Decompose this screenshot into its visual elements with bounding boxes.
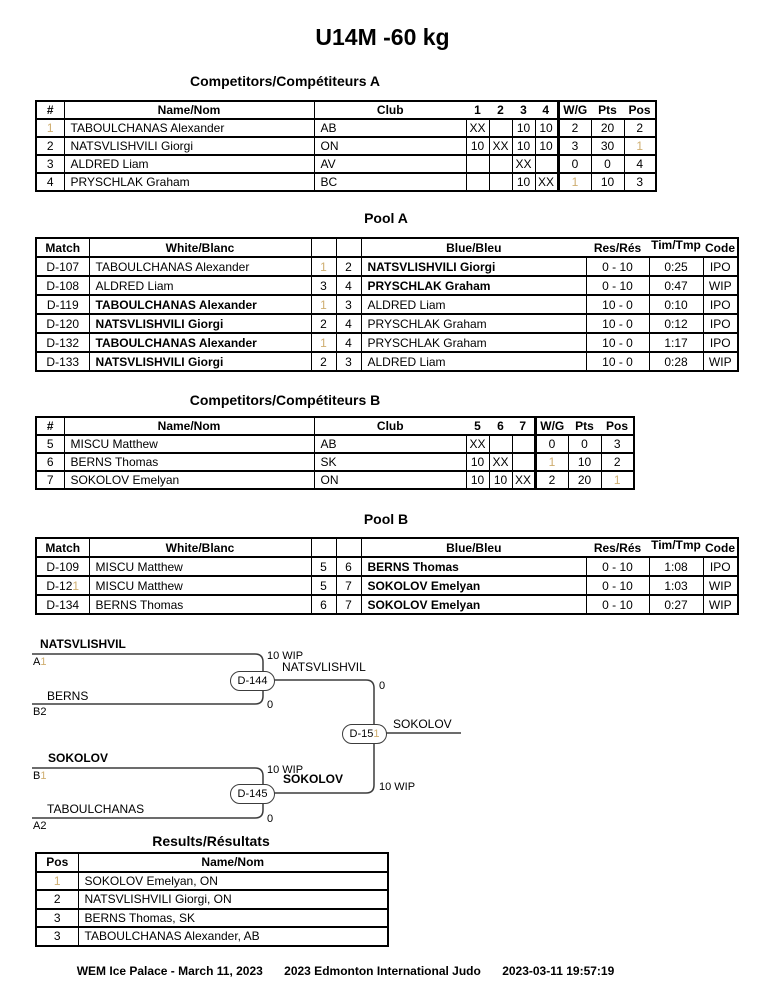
cell-time: 0:47 <box>649 276 703 295</box>
cell-blue-seed: 7 <box>336 595 361 614</box>
cell-pos: 4 <box>624 155 656 173</box>
cell-white-name: TABOULCHANAS Alexander <box>89 295 311 314</box>
cell-pts: 10 <box>591 173 624 191</box>
cell-score: 10 <box>489 471 512 489</box>
cell-white-name: NATSVLISHVILI Giorgi <box>89 352 311 371</box>
match-row <box>36 576 738 595</box>
cell-white-name: TABOULCHANAS Alexander <box>89 257 311 276</box>
col-club-header: Club <box>314 101 466 119</box>
bracket-m2-top-seed: B1 <box>33 770 47 782</box>
cell-match-id: D-132 <box>36 333 89 352</box>
header-row <box>36 853 388 872</box>
bracket-final-winner: SOKOLOV <box>393 717 452 731</box>
col-res-header: Res/Rés <box>586 538 649 557</box>
cell-blue-seed: 6 <box>336 557 361 576</box>
match-row <box>36 276 738 295</box>
cell-score <box>466 173 489 191</box>
cell-name: BERNS Thomas, SK <box>78 909 388 928</box>
cell-num: 2 <box>36 137 64 155</box>
cell-white-seed: 3 <box>311 276 336 295</box>
cell-score: XX <box>535 173 558 191</box>
cell-position: 3 <box>36 909 78 928</box>
bracket-final-match-id: D-15 1 <box>342 724 387 744</box>
col-match-header: Match <box>36 538 89 557</box>
col-score-header: 4 <box>535 101 558 119</box>
cell-time: 1:03 <box>649 576 703 595</box>
cell-wg: 3 <box>558 137 591 155</box>
cell-score: XX <box>466 119 489 137</box>
footer-event: 2023 Edmonton International Judo <box>284 964 481 978</box>
cell-match-id: D-134 <box>36 595 89 614</box>
bracket-m2-bottom-name: TABOULCHANAS <box>47 802 145 816</box>
cell-blue-seed: 2 <box>336 257 361 276</box>
match-row <box>36 352 738 371</box>
cell-score <box>489 119 512 137</box>
cell-score <box>489 435 512 453</box>
cell-blue-seed: 3 <box>336 352 361 371</box>
cell-match-id: D-119 <box>36 295 89 314</box>
cell-name: SOKOLOV Emelyan, ON <box>78 872 388 891</box>
cell-blue-name: NATSVLISHVILI Giorgi <box>361 257 586 276</box>
cell-result: 10 - 0 <box>586 314 649 333</box>
match-row <box>36 257 738 276</box>
cell-num: 4 <box>36 173 64 191</box>
header-row <box>36 417 634 435</box>
col-score-header: 5 <box>466 417 489 435</box>
col-pts-header: Pts <box>591 101 624 119</box>
result-row <box>36 890 388 909</box>
cell-result: 0 - 10 <box>586 576 649 595</box>
col-seed-header <box>336 538 361 557</box>
bracket-m2-top-score: 10 WIP <box>267 764 304 776</box>
cell-match-id: D-108 <box>36 276 89 295</box>
bracket-m2-bottom-score: 0 <box>267 813 274 825</box>
cell-result: 10 - 0 <box>586 352 649 371</box>
bracket-m2-winner: SOKOLOV <box>283 772 344 786</box>
cell-result: 0 - 10 <box>586 257 649 276</box>
cell-num: 1 <box>36 119 64 137</box>
cell-score: 10 <box>535 119 558 137</box>
cell-result: 0 - 10 <box>586 276 649 295</box>
cell-pos: 1 <box>601 471 634 489</box>
cell-position: 2 <box>36 890 78 909</box>
cell-score: XX <box>466 435 489 453</box>
footer-venue: WEM Ice Palace - March 11, 2023 <box>76 964 263 978</box>
cell-white-seed: 5 <box>311 557 336 576</box>
cell-position: 3 <box>36 927 78 946</box>
col-blue-header: Blue/Bleu <box>361 238 586 257</box>
col-club-header: Club <box>314 417 466 435</box>
cell-white-seed: 1 <box>311 333 336 352</box>
cell-score: XX <box>512 155 535 173</box>
bracket-m2-top-name: SOKOLOV <box>48 751 109 765</box>
col-score-header: 6 <box>489 417 512 435</box>
col-num-header: # <box>36 101 64 119</box>
cell-club: AB <box>314 119 466 137</box>
cell-pts: 0 <box>568 435 601 453</box>
cell-white-name: BERNS Thomas <box>89 595 311 614</box>
cell-pos: 1 <box>624 137 656 155</box>
cell-blue-name: BERNS Thomas <box>361 557 586 576</box>
cell-time: 0:12 <box>649 314 703 333</box>
cell-blue-seed: 7 <box>336 576 361 595</box>
cell-pos: 3 <box>624 173 656 191</box>
pool-b-table <box>35 537 739 615</box>
cell-score: 10 <box>466 471 489 489</box>
cell-pts: 0 <box>591 155 624 173</box>
cell-code: IPO <box>703 295 738 314</box>
cell-pts: 30 <box>591 137 624 155</box>
competitor-row <box>36 453 634 471</box>
cell-result: 10 - 0 <box>586 333 649 352</box>
cell-result: 0 - 10 <box>586 595 649 614</box>
col-code-header: Code <box>703 538 738 557</box>
cell-blue-name: ALDRED Liam <box>361 295 586 314</box>
cell-match-id: D-133 <box>36 352 89 371</box>
bracket-m2-match-id: D-145 <box>230 784 275 804</box>
cell-name: TABOULCHANAS Alexander, AB <box>78 927 388 946</box>
cell-result: 0 - 10 <box>586 557 649 576</box>
col-white-header: White/Blanc <box>89 238 311 257</box>
cell-wg: 0 <box>558 155 591 173</box>
col-score-header: 7 <box>512 417 535 435</box>
col-code-header: Code <box>703 238 738 257</box>
bracket-m1-winner: NATSVLISHVIL <box>282 660 366 674</box>
col-match-header: Match <box>36 238 89 257</box>
cell-wg: 1 <box>535 453 568 471</box>
cell-time: 1:17 <box>649 333 703 352</box>
bracket-m1-bottom-seed: B2 <box>33 706 47 718</box>
result-row <box>36 872 388 891</box>
bracket-m1-bottom-name: BERNS <box>47 689 89 703</box>
cell-blue-seed: 4 <box>336 333 361 352</box>
col-name-header: Name/Nom <box>78 853 388 872</box>
cell-name: MISCU Matthew <box>64 435 314 453</box>
cell-blue-name: PRYSCHLAK Graham <box>361 333 586 352</box>
cell-score: 10 <box>466 453 489 471</box>
cell-code: IPO <box>703 257 738 276</box>
competitor-row <box>36 119 656 137</box>
pool-a-table <box>35 237 739 372</box>
cell-code: WIP <box>703 276 738 295</box>
match-row <box>36 557 738 576</box>
cell-time: 0:25 <box>649 257 703 276</box>
col-score-header: 1 <box>466 101 489 119</box>
cell-time: 1:08 <box>649 557 703 576</box>
cell-white-name: NATSVLISHVILI Giorgi <box>89 314 311 333</box>
cell-white-seed: 5 <box>311 576 336 595</box>
col-res-header: Res/Rés <box>586 238 649 257</box>
match-row <box>36 295 738 314</box>
cell-club: ON <box>314 137 466 155</box>
cell-score <box>489 155 512 173</box>
cell-score: XX <box>489 453 512 471</box>
cell-score: 10 <box>535 137 558 155</box>
cell-white-name: MISCU Matthew <box>89 557 311 576</box>
col-num-header: # <box>36 417 64 435</box>
bracket-m1-top-seed: A1 <box>33 656 47 668</box>
result-row <box>36 909 388 928</box>
bracket-m1-match-id: D-144 <box>230 671 275 691</box>
cell-blue-name: SOKOLOV Emelyan <box>361 576 586 595</box>
cell-pos: 2 <box>624 119 656 137</box>
bracket-m1-top-score: 10 WIP <box>267 650 304 662</box>
cell-name: NATSVLISHVILI Giorgi <box>64 137 314 155</box>
cell-num: 3 <box>36 155 64 173</box>
col-seed-header <box>311 238 336 257</box>
cell-score <box>512 453 535 471</box>
cell-time: 0:27 <box>649 595 703 614</box>
col-name-header: Name/Nom <box>64 101 314 119</box>
cell-pts: 10 <box>568 453 601 471</box>
cell-wg: 1 <box>558 173 591 191</box>
cell-code: WIP <box>703 576 738 595</box>
competitor-row <box>36 435 634 453</box>
cell-blue-seed: 3 <box>336 295 361 314</box>
cell-wg: 2 <box>558 119 591 137</box>
section-title-competitors-b: Competitors/Compétiteurs B <box>189 392 381 408</box>
cell-club: AV <box>314 155 466 173</box>
cell-score: 10 <box>512 119 535 137</box>
cell-time: 0:10 <box>649 295 703 314</box>
col-wg-header: W/G <box>535 417 568 435</box>
cell-blue-seed: 4 <box>336 276 361 295</box>
cell-blue-name: ALDRED Liam <box>361 352 586 371</box>
cell-white-name: TABOULCHANAS Alexander <box>89 333 311 352</box>
col-pos-header: Pos <box>624 101 656 119</box>
bracket-final-top-score: 0 <box>379 680 386 692</box>
cell-name: TABOULCHANAS Alexander <box>64 119 314 137</box>
footer-timestamp: 2023-03-11 19:57:19 <box>502 964 615 978</box>
competitor-row <box>36 471 634 489</box>
match-row <box>36 595 738 614</box>
cell-code: WIP <box>703 595 738 614</box>
cell-blue-name: SOKOLOV Emelyan <box>361 595 586 614</box>
match-row <box>36 333 738 352</box>
cell-name: ALDRED Liam <box>64 155 314 173</box>
bracket-m1-bottom-score: 0 <box>267 699 274 711</box>
bracket-m2-bottom-seed: A2 <box>33 820 47 832</box>
cell-score: 10 <box>466 137 489 155</box>
col-wg-header: W/G <box>558 101 591 119</box>
competitor-row <box>36 137 656 155</box>
cell-score <box>466 155 489 173</box>
col-pos-header: Pos <box>36 853 78 872</box>
cell-club: ON <box>314 471 466 489</box>
col-white-header: White/Blanc <box>89 538 311 557</box>
cell-match-id: D-107 <box>36 257 89 276</box>
cell-white-seed: 2 <box>311 352 336 371</box>
cell-score <box>489 173 512 191</box>
cell-result: 10 - 0 <box>586 295 649 314</box>
cell-white-seed: 2 <box>311 314 336 333</box>
cell-club: BC <box>314 173 466 191</box>
col-tim-header: Tim/Tmp <box>649 538 703 557</box>
cell-score <box>535 155 558 173</box>
cell-white-seed: 1 <box>311 257 336 276</box>
cell-num: 6 <box>36 453 64 471</box>
cell-pos: 3 <box>601 435 634 453</box>
cell-time: 0:28 <box>649 352 703 371</box>
cell-score <box>512 435 535 453</box>
col-blue-header: Blue/Bleu <box>361 538 586 557</box>
competitor-row <box>36 173 656 191</box>
cell-club: AB <box>314 435 466 453</box>
cell-wg: 2 <box>535 471 568 489</box>
page-title: U14M -60 kg <box>315 24 450 50</box>
footer <box>63 964 628 978</box>
bracket-final-bottom-score: 10 WIP <box>379 781 416 793</box>
bracket-m1-top-name: NATSVLISHVIL <box>40 637 126 651</box>
cell-score: 10 <box>512 137 535 155</box>
cell-score: XX <box>489 137 512 155</box>
cell-match-id: D-120 <box>36 314 89 333</box>
cell-white-name: MISCU Matthew <box>89 576 311 595</box>
cell-score: 10 <box>512 173 535 191</box>
result-row <box>36 927 388 946</box>
header-row <box>36 238 738 257</box>
cell-position: 1 <box>36 872 78 891</box>
competitor-row <box>36 155 656 173</box>
cell-white-name: ALDRED Liam <box>89 276 311 295</box>
section-title-pool-a: Pool A <box>364 210 408 226</box>
cell-name: NATSVLISHVILI Giorgi, ON <box>78 890 388 909</box>
col-pos-header: Pos <box>601 417 634 435</box>
cell-white-seed: 1 <box>311 295 336 314</box>
cell-match-id: D-121 <box>36 576 89 595</box>
cell-code: IPO <box>703 314 738 333</box>
cell-score: XX <box>512 471 535 489</box>
cell-blue-name: PRYSCHLAK Graham <box>361 276 586 295</box>
cell-code: IPO <box>703 557 738 576</box>
cell-wg: 0 <box>535 435 568 453</box>
cell-name: PRYSCHLAK Graham <box>64 173 314 191</box>
header-row <box>36 538 738 557</box>
col-tim-header: Tim/Tmp <box>649 238 703 257</box>
section-title-pool-b: Pool B <box>363 511 409 527</box>
cell-club: SK <box>314 453 466 471</box>
cell-pos: 2 <box>601 453 634 471</box>
cell-name: SOKOLOV Emelyan <box>64 471 314 489</box>
section-title-results: Results/Résultats <box>152 833 270 849</box>
col-seed-header <box>311 538 336 557</box>
competitors-a-table <box>35 100 657 192</box>
section-title-competitors-a: Competitors/Compétiteurs A <box>189 73 381 89</box>
col-seed-header <box>336 238 361 257</box>
col-score-header: 2 <box>489 101 512 119</box>
cell-code: IPO <box>703 333 738 352</box>
cell-pts: 20 <box>591 119 624 137</box>
col-name-header: Name/Nom <box>64 417 314 435</box>
cell-name: BERNS Thomas <box>64 453 314 471</box>
cell-code: WIP <box>703 352 738 371</box>
cell-match-id: D-109 <box>36 557 89 576</box>
cell-pts: 20 <box>568 471 601 489</box>
cell-blue-seed: 4 <box>336 314 361 333</box>
competitors-b-table <box>35 416 635 490</box>
cell-num: 7 <box>36 471 64 489</box>
cell-white-seed: 6 <box>311 595 336 614</box>
col-score-header: 3 <box>512 101 535 119</box>
match-row <box>36 314 738 333</box>
cell-num: 5 <box>36 435 64 453</box>
cell-blue-name: PRYSCHLAK Graham <box>361 314 586 333</box>
results-table <box>35 852 389 947</box>
col-pts-header: Pts <box>568 417 601 435</box>
header-row <box>36 101 656 119</box>
